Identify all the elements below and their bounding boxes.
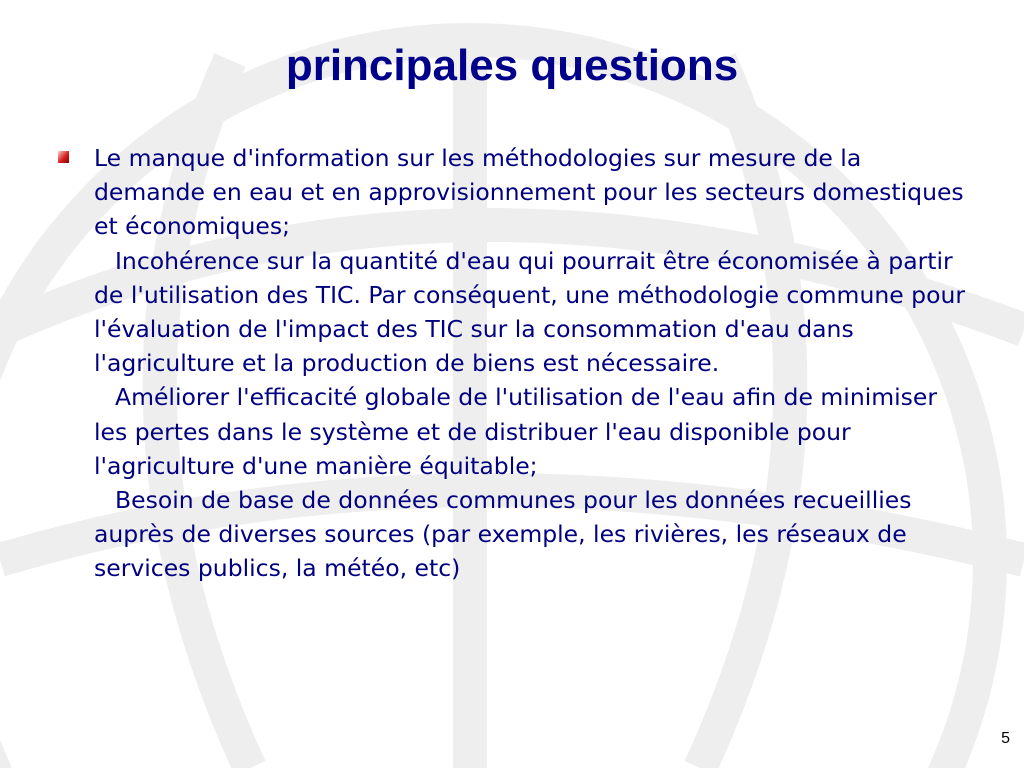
- paragraph-2: Incohérence sur la quantité d'eau qui pourrait être économisée à partir de l'utilisation des TIC. Par conséquent, une méthodologie commune pour l'évaluation de l'impact des TIC sur la consommation d'eau dans l'agriculture et la production de biens est nécessaire.: [94, 246, 966, 378]
- red-square-bullet-icon: [58, 151, 69, 163]
- slide-title: principales questions: [285, 41, 739, 90]
- paragraph-1: Le manque d'information sur les méthodologies sur mesure de la demande en eau et en approvisionnement pour les secteurs domestiques et économiques;: [94, 144, 964, 241]
- page-number: 5: [1001, 730, 1010, 747]
- bullet-body: [94, 141, 974, 586]
- paragraph-4: Besoin de base de données communes pour les données recueillies auprès de diverses sources (par exemple, les rivières, les réseaux de services publics, la météo, etc): [94, 486, 912, 583]
- paragraph-3: Améliorer l'efficacité globale de l'utilisation de l'eau afin de minimiser les pertes dans le système et de distribuer l'eau disponible pour l'agriculture d'une manière équitable;: [94, 383, 938, 480]
